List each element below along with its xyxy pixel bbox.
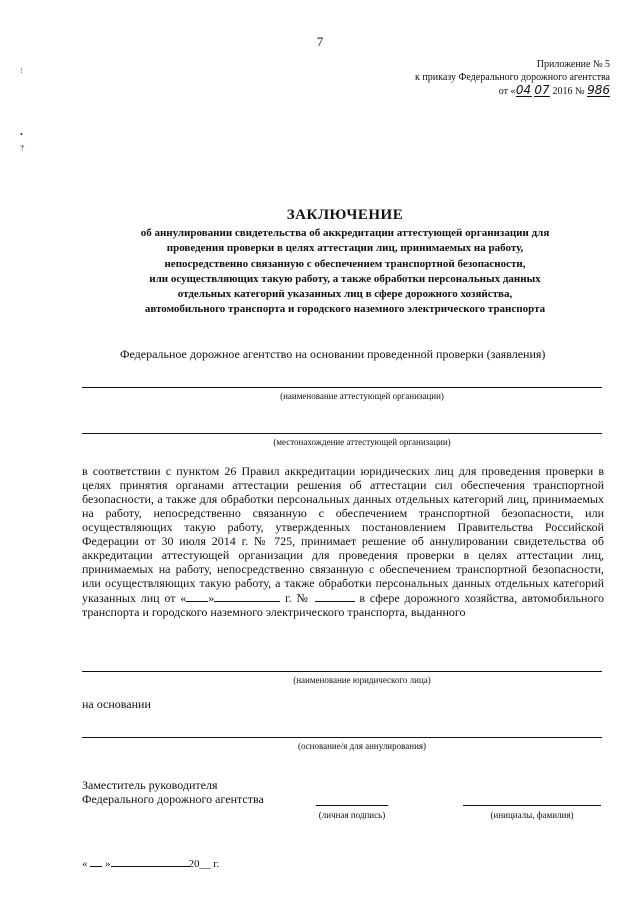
appendix-date-line: [330, 84, 610, 98]
signer-block: [82, 778, 264, 806]
subtitle-line: отдельных категорий указанных лиц в сфере дорожного хозяйства,: [177, 288, 513, 301]
appendix-number: 986: [587, 83, 610, 97]
margin-mark: ⁝: [20, 66, 23, 75]
margin-mark: •: [20, 130, 23, 139]
subtitle-line: или осуществляющих такую работу, а также обработки персональных данных: [149, 272, 541, 285]
org-name-line: [82, 387, 602, 388]
subtitle-line: об аннулировании свидетельства об аккредитации аттестующей организации для: [140, 227, 550, 239]
document-title: ЗАКЛЮЧЕНИЕ: [286, 207, 404, 223]
footer-day-blank: [90, 856, 102, 867]
intro-text: Федеральное дорожное агентство на основании проведенной проверки (заявления): [120, 347, 546, 361]
appendix-order-ref: к приказу Федерального дорожного агентства: [415, 72, 610, 83]
legal-entity-line: [82, 671, 602, 672]
subtitle-line: автомобильного транспорта и городского наземного электрического транспорта: [144, 303, 546, 316]
footer-date: [82, 856, 219, 870]
org-location-line: [82, 433, 602, 434]
decision-main: в соответствии с пунктом 26 Правил аккредитации юридических лиц для проведения проверки в целях принятия органами аттестации решения об аттестации сил обеспечения транспортной безопасности, а также для обработки персональных данных отдельных категорий лиц, принимаемых на работу, непосредственно связанную с обеспечением транспортной безопасности, или осуществляющих такую работу, утвержденных постановлением Правительства Российской Федерации от 30 июля 2014 г. № 725, принимает решение об аннулировании свидетельства об аккредитации аттестующей организации для проведения проверки в целях аттестации лиц, принимаемых на работу, непосредственно связанную с обеспечением транспортной безопасности, или осуществляющих такую работу, а также обработки персональных данных отдельных категорий указанных лиц: [82, 464, 604, 605]
number-blank: [315, 590, 355, 602]
appendix-day: 04: [515, 83, 532, 97]
grounds-line: [82, 737, 602, 738]
footer-date-open: «: [82, 858, 88, 870]
footer-date-close: »: [105, 858, 111, 870]
decision-from: от «: [164, 591, 187, 605]
day-blank: [186, 590, 208, 602]
subtitle-line: проведения проверки в целях аттестации лиц, принимаемых на работу,: [166, 242, 524, 255]
legal-entity-caption: (наименование юридического лица): [293, 675, 431, 685]
signature-caption: (личная подпись): [318, 810, 386, 820]
appendix-header: [330, 58, 610, 98]
decision-quote: »: [208, 591, 215, 605]
basis-label: на основании: [82, 697, 151, 711]
signature-line: [316, 805, 388, 806]
decision-year: г. №: [285, 591, 310, 605]
decision-text: [82, 464, 604, 619]
margin-mark: ᛘ: [20, 144, 25, 153]
month-blank: [214, 590, 280, 602]
document-subtitle: [70, 226, 620, 318]
initials-caption: (инициалы, фамилия): [490, 810, 574, 820]
footer-year-blank: __: [199, 858, 211, 870]
page-number: 7: [316, 34, 324, 49]
signer-agency: Федерального дорожного агентства: [82, 792, 264, 806]
decision-tail: в сфере дорожного хозяйства, автомобильного транспорта и городского наземного электрического транспорта, выданного: [82, 591, 605, 619]
grounds-caption: (основание/я для аннулирования): [297, 741, 427, 751]
appendix-title: Приложение № 5: [536, 59, 610, 70]
appendix-date-prefix: от «: [498, 86, 516, 97]
appendix-month: 07: [534, 83, 550, 97]
org-location-caption: (местонахождение аттестующей организации): [273, 437, 451, 447]
org-name-caption: (наименование аттестующей организации): [280, 391, 444, 401]
initials-line: [463, 805, 601, 806]
footer-year: 20: [188, 858, 200, 870]
signer-position: Заместитель руководителя: [82, 778, 218, 792]
appendix-year: 2016 №: [552, 86, 585, 97]
subtitle-line: непосредственно связанную с обеспечением транспортной безопасности,: [164, 257, 526, 270]
footer-year-suffix: г.: [210, 858, 220, 870]
footer-month-blank: [111, 856, 189, 867]
